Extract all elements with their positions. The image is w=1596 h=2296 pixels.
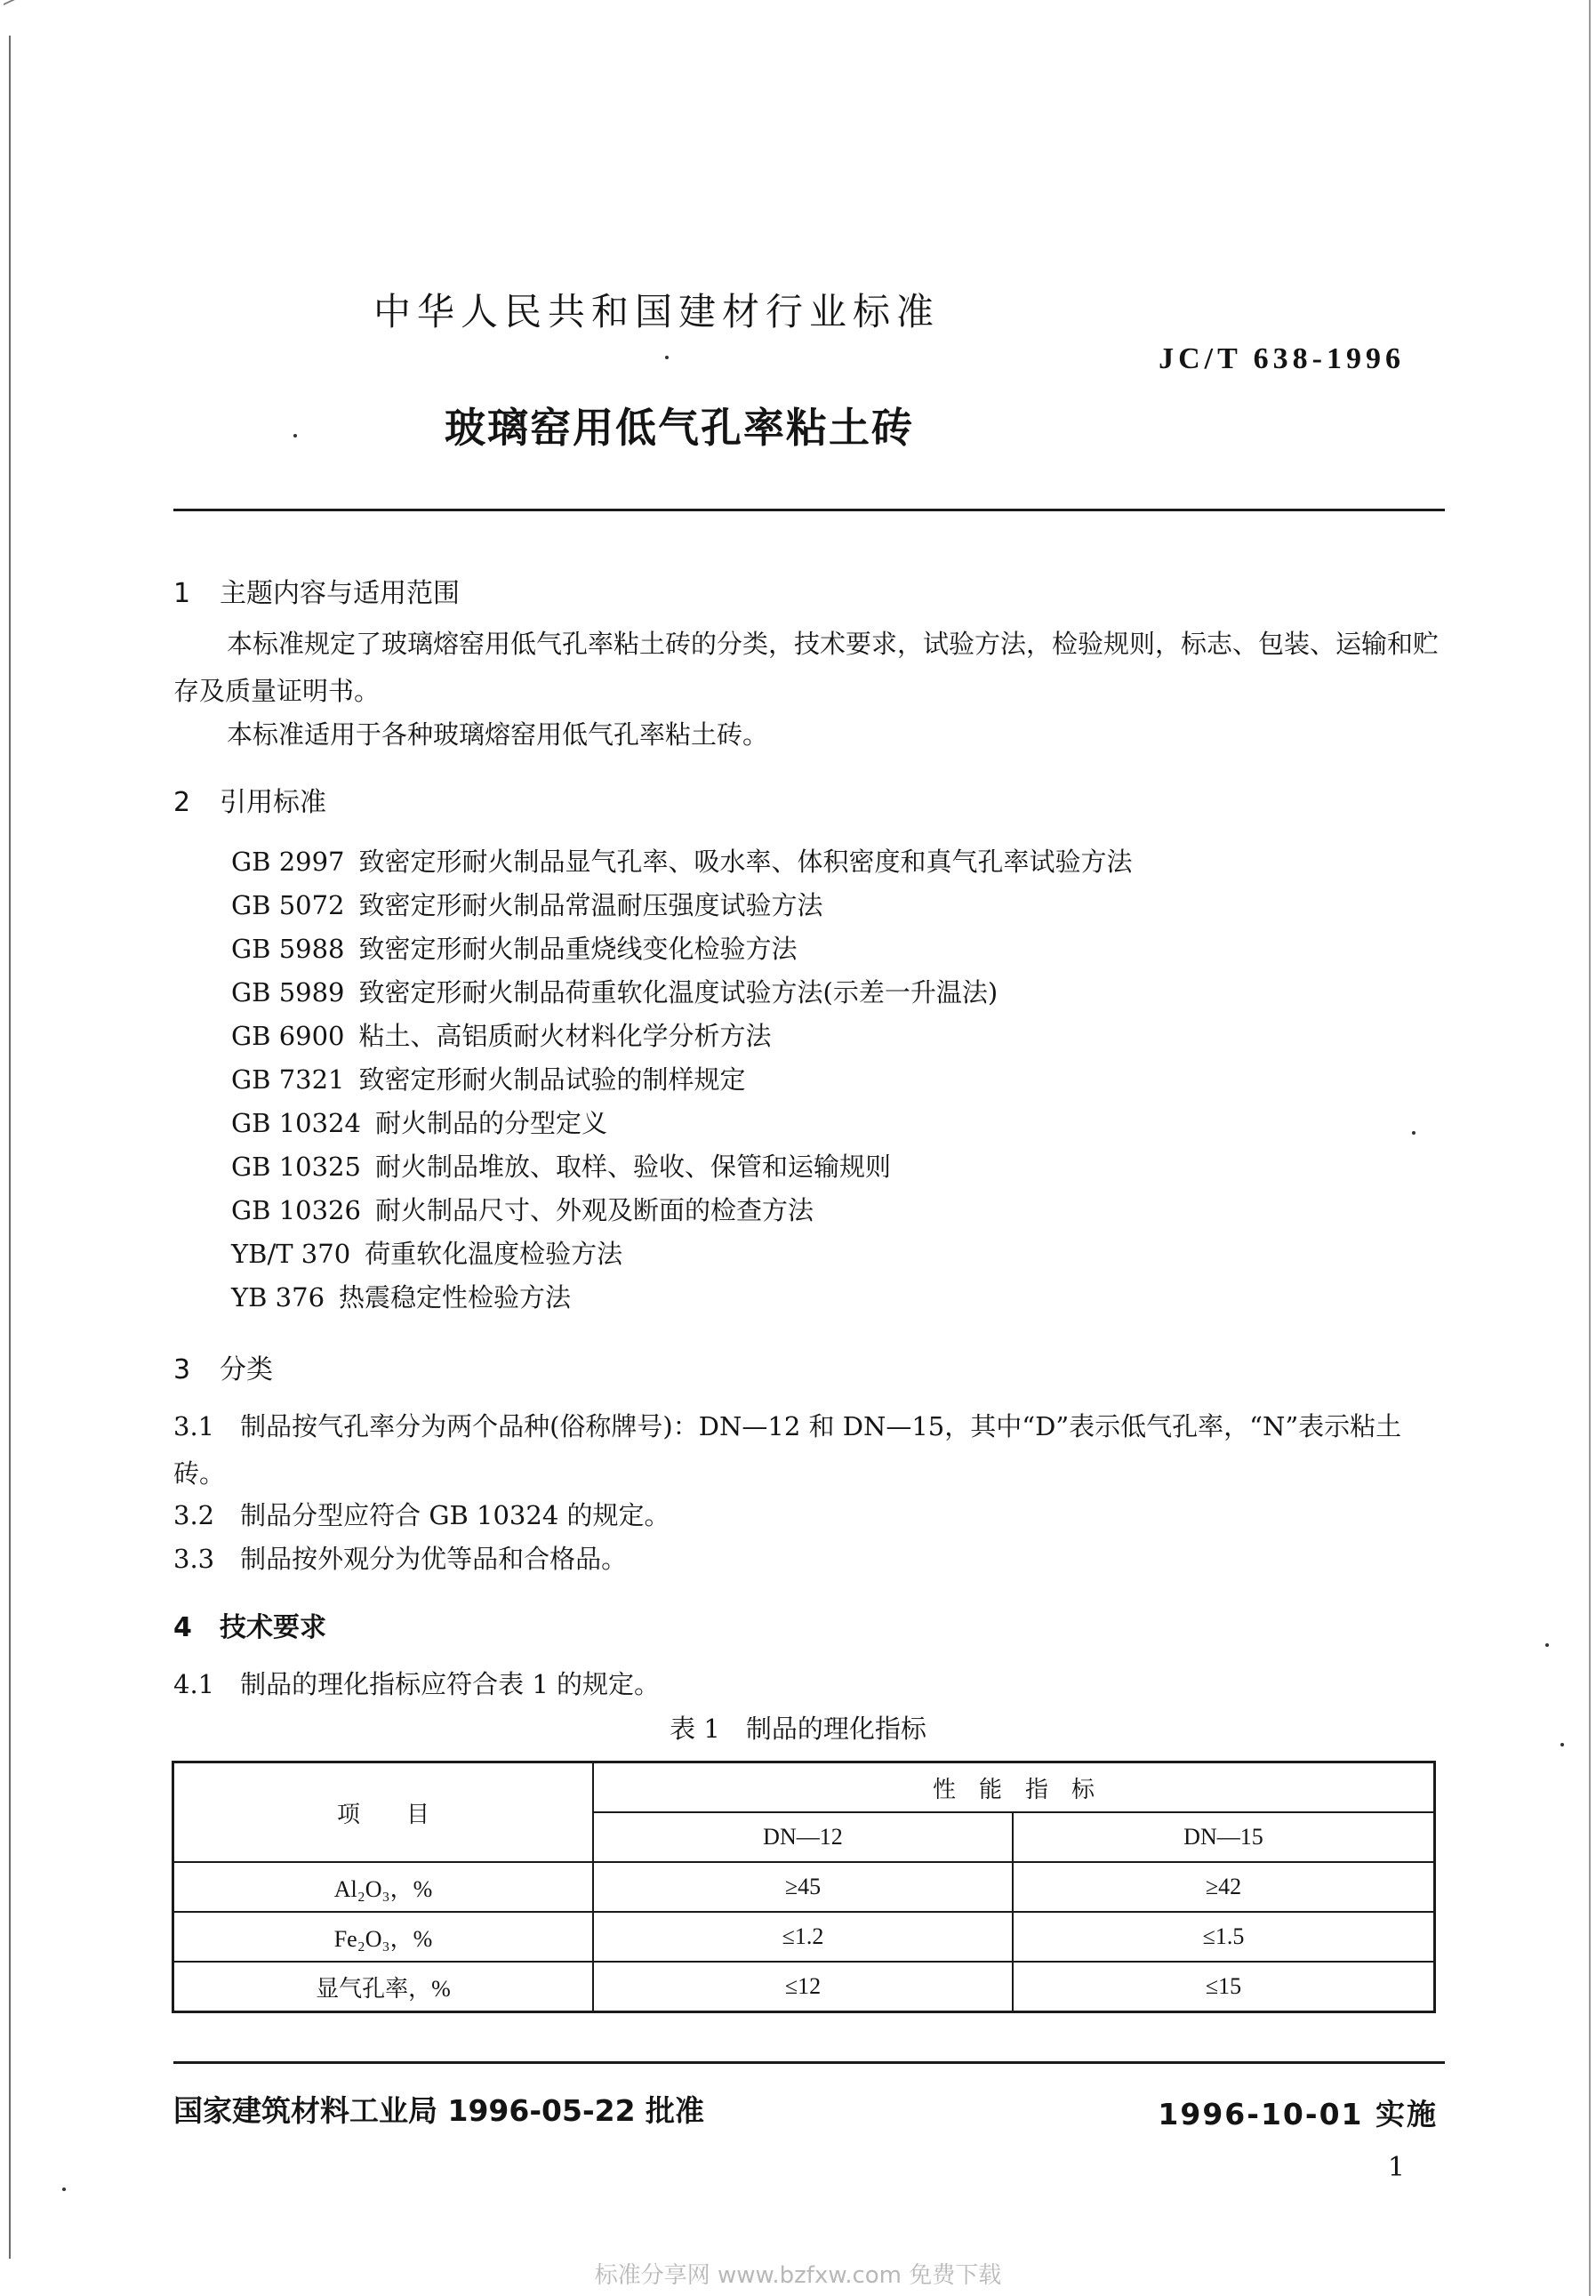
- section-2-heading: [173, 780, 326, 819]
- reference-title: 耐火制品堆放、取样、验收、保管和运输规则: [374, 1152, 891, 1182]
- row-value-dn15: ≤1.5: [1013, 1912, 1435, 1962]
- reference-item: [231, 1189, 1133, 1232]
- row-value-dn12: ≤12: [593, 1962, 1013, 2012]
- header-dn15: DN—15: [1013, 1812, 1435, 1862]
- effective-date: 1996-10-01 实施: [1158, 2097, 1438, 2131]
- reference-code: YB/T 370: [231, 1239, 351, 1269]
- section-title: 引用标准: [220, 787, 326, 818]
- reference-item: [231, 1232, 1133, 1276]
- reference-code: GB 5072: [231, 890, 345, 920]
- scan-speck: [62, 2188, 66, 2191]
- row-value-dn12: ≥45: [593, 1862, 1013, 1912]
- section-number: 3: [173, 1354, 191, 1385]
- reference-item: [231, 1276, 1133, 1320]
- header-item: 项 目: [173, 1762, 594, 1863]
- reference-code: GB 2997: [231, 847, 345, 877]
- reference-code: GB 5989: [231, 977, 345, 1008]
- footer-rule: [173, 2061, 1445, 2064]
- reference-code: GB 10326: [231, 1195, 361, 1225]
- clause-3-1: 3.1 制品按气孔率分为两个品种(俗称牌号)：DN—12 和 DN—15，其中“D”表示低气孔率，“N”表示粘土砖。: [173, 1411, 1402, 1489]
- standard-code: JC/T 638-1996: [1159, 342, 1405, 375]
- reference-item: [231, 884, 1133, 927]
- scan-edge-right: [1589, 0, 1596, 2296]
- reference-item: [231, 927, 1133, 971]
- row-item: Fe₂O₃，%: [173, 1912, 594, 1962]
- row-value-dn15: ≤15: [1013, 1962, 1435, 2012]
- section-1-paragraph: 本标准适用于各种玻璃熔窑用低气孔率粘土砖。: [227, 719, 769, 750]
- header-rule: [173, 509, 1445, 511]
- reference-item: [231, 971, 1133, 1015]
- section-title: 技术要求: [220, 1612, 326, 1643]
- section-number: 2: [173, 787, 191, 818]
- section-title: 主题内容与适用范围: [220, 578, 460, 609]
- reference-title: 热震稳定性检验方法: [339, 1282, 572, 1313]
- reference-title: 耐火制品的分型定义: [374, 1108, 607, 1138]
- row-value-dn15: ≥42: [1013, 1862, 1435, 1912]
- properties-table: [172, 1761, 1436, 2013]
- header-performance: 性 能 指 标: [593, 1762, 1435, 1813]
- scan-speck: [665, 356, 669, 359]
- reference-title: 荷重软化温度检验方法: [365, 1239, 623, 1269]
- section-1-paragraph: 本标准规定了玻璃熔窑用低气孔率粘土砖的分类，技术要求，试验方法，检验规则，标志、包装、运输和贮存及质量证明书。: [173, 629, 1440, 706]
- reference-code: YB 376: [231, 1282, 325, 1313]
- page-number: 1: [1387, 2152, 1405, 2183]
- watermark-link[interactable]: 标准分享网 www.bzfxw.com 免费下载: [594, 2262, 1002, 2289]
- scan-corner: [4, 0, 101, 59]
- document-title: 玻璃窑用低气孔率粘土砖: [445, 404, 914, 452]
- reference-item: [231, 840, 1133, 884]
- approval-line: 国家建筑材料工业局 1996-05-22 批准: [173, 2093, 705, 2128]
- section-title: 分类: [220, 1354, 273, 1385]
- scan-speck: [1545, 1643, 1549, 1647]
- reference-title: 致密定形耐火制品试验的制样规定: [358, 1064, 746, 1095]
- reference-title: 致密定形耐火制品荷重软化温度试验方法(示差一升温法): [358, 977, 999, 1008]
- reference-title: 耐火制品尺寸、外观及断面的检查方法: [374, 1195, 814, 1225]
- reference-item: [231, 1015, 1133, 1058]
- clause-4-1: 4.1 制品的理化指标应符合表 1 的规定。: [173, 1669, 661, 1699]
- table-caption: 表 1 制品的理化指标: [670, 1714, 926, 1744]
- reference-code: GB 5988: [231, 934, 345, 964]
- reference-item: [231, 1102, 1133, 1145]
- section-3-heading: [173, 1347, 273, 1386]
- clause-3-3: 3.3 制品按外观分为优等品和合格品。: [173, 1544, 628, 1574]
- row-value-dn12: ≤1.2: [593, 1912, 1013, 1962]
- table-row: [173, 1912, 1435, 1962]
- row-item: 显气孔率，%: [173, 1962, 594, 2012]
- table-row: [173, 1962, 1435, 2012]
- section-4-heading: [173, 1605, 326, 1644]
- reference-item: [231, 1058, 1133, 1102]
- reference-code: GB 10324: [231, 1108, 361, 1138]
- reference-code: GB 6900: [231, 1021, 345, 1051]
- table-row: [173, 1862, 1435, 1912]
- reference-title: 致密定形耐火制品重烧线变化检验方法: [358, 934, 798, 964]
- reference-code: GB 10325: [231, 1152, 361, 1182]
- scan-speck: [1412, 1131, 1416, 1135]
- reference-list: [231, 840, 1133, 1320]
- standard-category-title: 中华人民共和国建材行业标准: [373, 290, 941, 333]
- clause-3-2: 3.2 制品分型应符合 GB 10324 的规定。: [173, 1500, 670, 1530]
- section-number: 4: [173, 1612, 192, 1643]
- table-header-row: [173, 1762, 1435, 1813]
- scan-speck: [293, 434, 297, 438]
- reference-title: 致密定形耐火制品显气孔率、吸水率、体积密度和真气孔率试验方法: [358, 847, 1133, 877]
- section-1-heading: [173, 571, 460, 610]
- section-number: 1: [173, 578, 191, 609]
- scan-edge: [0, 36, 11, 2259]
- reference-item: [231, 1145, 1133, 1189]
- reference-code: GB 7321: [231, 1064, 345, 1095]
- row-item: Al₂O₃，%: [173, 1862, 594, 1912]
- header-dn12: DN—12: [593, 1812, 1013, 1862]
- reference-title: 致密定形耐火制品常温耐压强度试验方法: [358, 890, 823, 920]
- reference-title: 粘土、高铝质耐火材料化学分析方法: [358, 1021, 772, 1051]
